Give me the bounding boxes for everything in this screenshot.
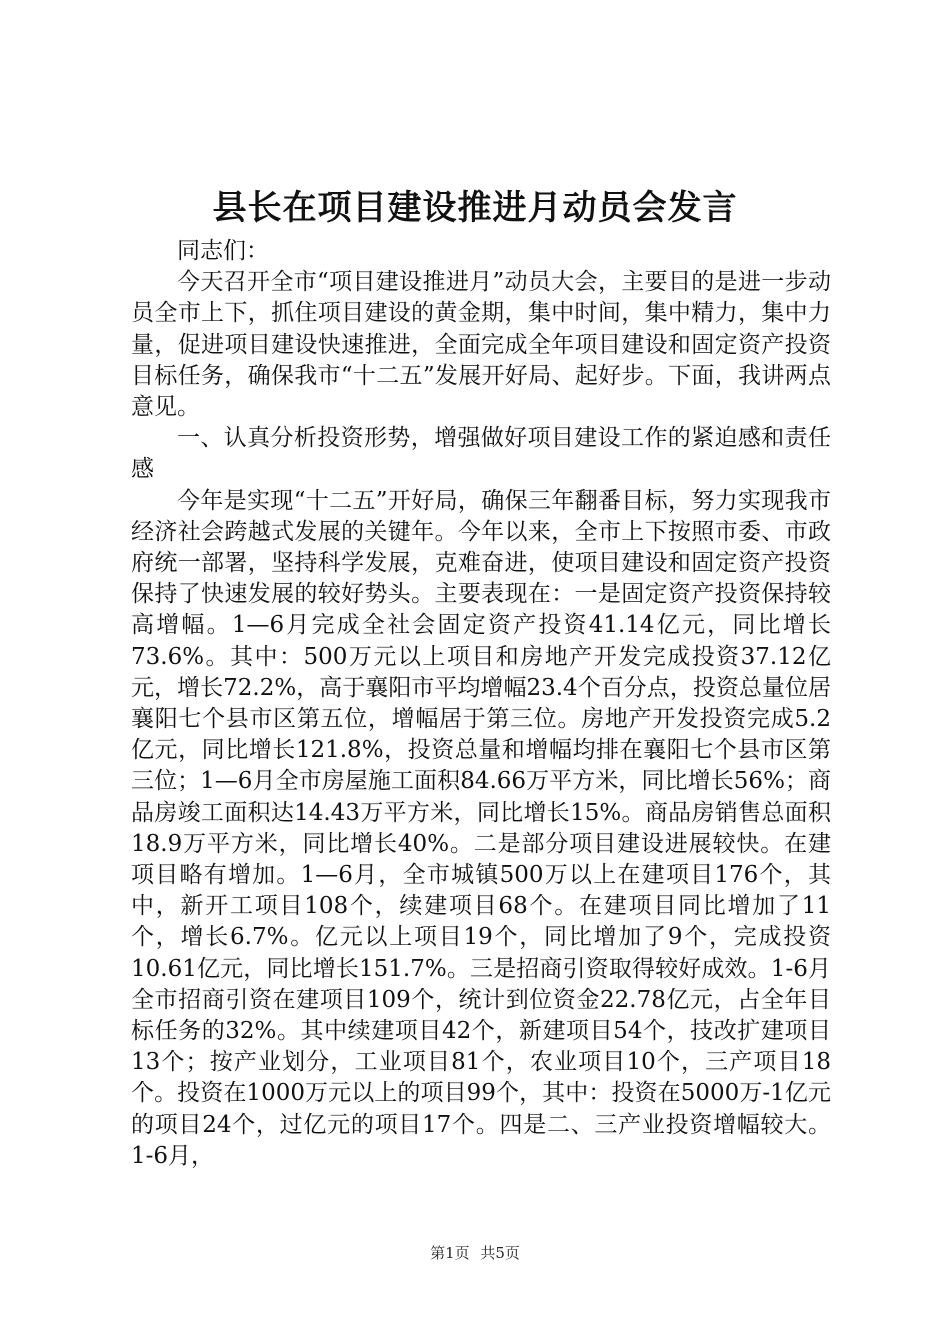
page-total: 共5页 [480, 1244, 520, 1262]
paragraph-salutation: 同志们： [177, 238, 269, 264]
page-footer [0, 1243, 950, 1263]
paragraph-investment-analysis: 今年是实现“十二五”开好局，确保三年翻番目标，努力实现我市经济社会跨越式发展的关键年。今年以来，全市上下按照市委、市政府统一部署，坚持科学发展，克难奋进，使项目建设和固定资产投资保持了快速发展的较好势头。主要表现在：一是固定资产投资保持较高增幅。1—6月完成全社会固定资产投资41.14亿元，同比增长73.6%。其中：500万元以上项目和房地产开发完成投资37.12亿元，增长72.2%，高于襄阳市平均增幅23.4个百分点，投资总量位居襄阳七个县市区第五位，增幅居于第三位。房地产开发投资完成5.2亿元，同比增长121.8%，投资总量和增幅均排在襄阳七个县市区第三位；1—6月全市房屋施工面积84.66万平方米，同比增长56%；商品房竣工面积达14.43万平方米，同比增长15%。商品房销售总面积18.9万平方米，同比增长40%。二是部分项目建设进展较快。在建项目略有增加。1—6月，全市城镇500万以上在建项目176个，其中，新开工项目108个，续建项目68个。在建项目同比增加了11个，增长6.7%。亿元以上项目19个，同比增加了9个，完成投资10.61亿元，同比增长151.7%。三是招商引资取得较好成效。1-6月全市招商引资在建项目109个，统计到位资金22.78亿元，占全年目标任务的32%。其中续建项目42个，新建项目54个，技改扩建项目13个；按产业划分，工业项目81个，农业项目10个，三产项目18个。投资在1000万元以上的项目99个，其中：投资在5000万-1亿元的项目24个，过亿元的项目17个。四是二、三产业投资增幅较大。1-6月， [131, 487, 831, 1169]
paragraph-intro: 今天召开全市“项目建设推进月”动员大会，主要目的是进一步动员全市上下，抓住项目建设的黄金期，集中时间，集中精力，集中力量，促进项目建设快速推进，全面完成全年项目建设和固定资产投资目标任务，确保我市“十二五”发展开好局、起好步。下面，我讲两点意见。 [131, 269, 831, 421]
document-title: 县长在项目建设推进月动员会发言 [212, 188, 738, 228]
page-number: 第1页 [430, 1244, 470, 1262]
document-body [131, 236, 831, 1172]
section-heading-1: 一、认真分析投资形势，增强做好项目建设工作的紧迫感和责任感 [131, 425, 831, 483]
